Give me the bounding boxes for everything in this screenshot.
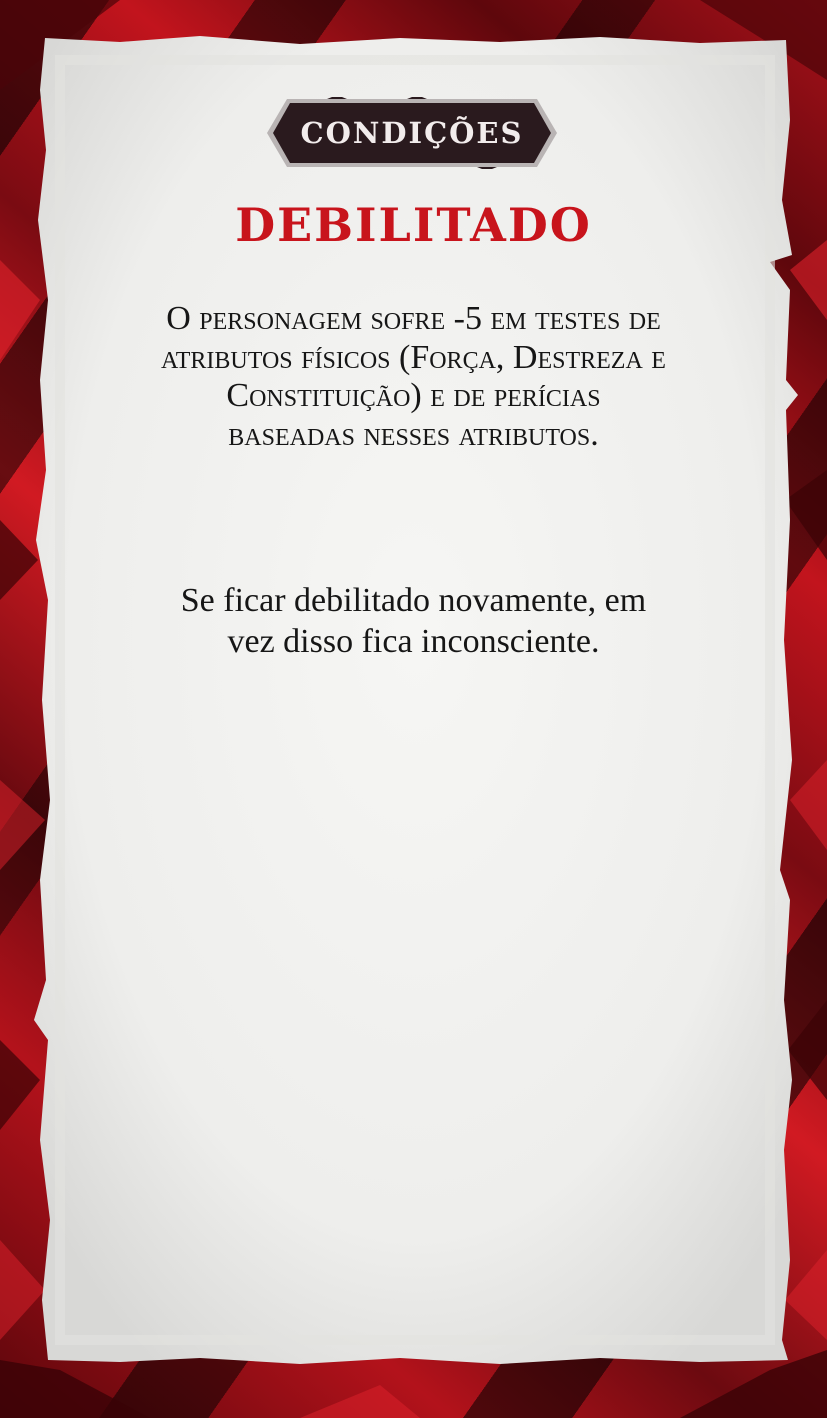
card-content [60,0,767,1418]
condition-title: DEBILITADO [235,198,592,252]
category-banner [267,97,557,169]
note-text: Se ficar debilitado novamente, em vez disso fica inconsciente. [180,582,647,660]
rules-text: O personagem sofre -5 em testes de atributos físicos (Força, Destreza e Constituição) e de perícias baseadas nesses atributos. [161,300,666,453]
category-label: CONDIÇÕES [300,116,524,150]
